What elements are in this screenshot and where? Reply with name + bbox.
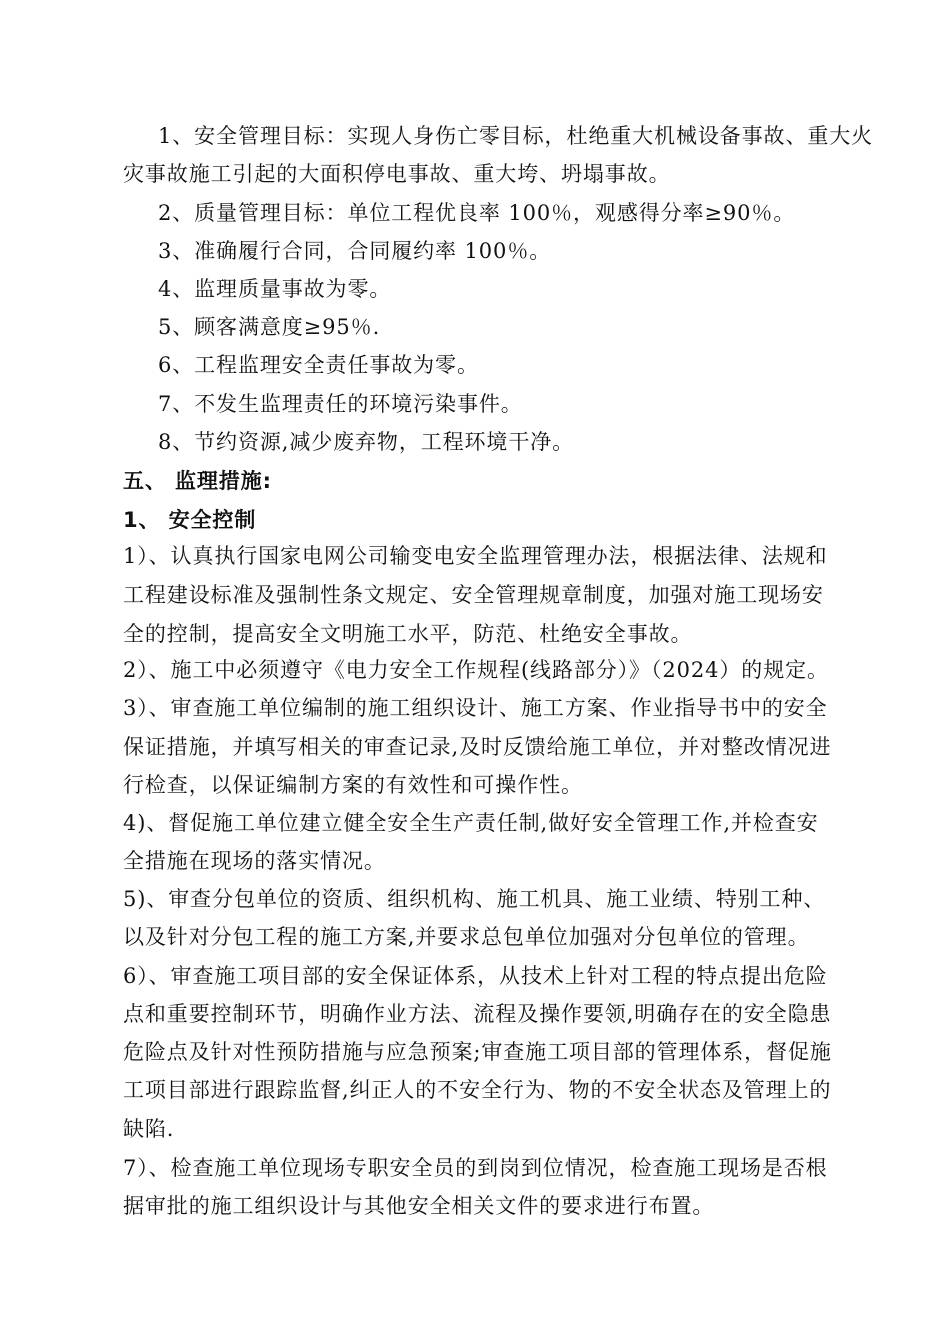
paragraph-line: 7）、检查施工单位现场专职安全员的到岗到位情况，检查施工现场是否根 (123, 1156, 828, 1180)
paragraph-line: 全的控制，提高安全文明施工水平，防范、杜绝安全事故。 (123, 622, 693, 646)
paragraph-line: 危险点及针对性预防措施与应急预案;审查施工项目部的管理体系，督促施 (123, 1040, 832, 1064)
paragraph-line: 3）、审查施工单位编制的施工组织设计、施工方案、作业指导书中的安全 (123, 696, 828, 720)
goal-line: 灾事故施工引起的大面积停电事故、重大垮、坍塌事故。 (123, 162, 671, 186)
goal-line: 4、监理质量事故为零。 (158, 277, 392, 301)
paragraph-line: 工项目部进行跟踪监督,纠正人的不安全行为、物的不安全状态及管理上的 (123, 1078, 832, 1102)
paragraph-line: 2）、施工中必须遵守《电力安全工作规程(线路部分）》（2024）的规定。 (123, 658, 829, 682)
goal-line: 2、质量管理目标：单位工程优良率 100％，观感得分率≥90％。 (158, 201, 796, 225)
goal-line: 3、准确履行合同，合同履约率 100％。 (158, 239, 552, 263)
paragraph-line: 4)、督促施工单位建立健全安全生产责任制,做好安全管理工作,并检查安 (123, 811, 819, 835)
paragraph-line: 点和重要控制环节，明确作业方法、流程及操作要领,明确存在的安全隐患 (123, 1002, 832, 1026)
goal-line: 1、安全管理目标：实现人身伤亡零目标，杜绝重大机械设备事故、重大火 (158, 124, 874, 148)
paragraph-line: 6）、审查施工项目部的安全保证体系，从技术上针对工程的特点提出危险 (123, 964, 828, 988)
goal-line: 5、顾客满意度≥95％. (158, 315, 381, 339)
section-heading: 五、 监理措施: (123, 469, 272, 493)
subsection-heading: 1、 安全控制 (123, 508, 257, 532)
paragraph-line: 据审批的施工组织设计与其他安全相关文件的要求进行布置。 (123, 1194, 715, 1218)
paragraph-line: 工程建设标准及强制性条文规定、安全管理规章制度，加强对施工现场安 (123, 583, 824, 607)
goal-line: 6、工程监理安全责任事故为零。 (158, 353, 479, 377)
paragraph-line: 全措施在现场的落实情况。 (123, 849, 386, 873)
goal-line: 8、节约资源,减少废弃物，工程环境干净。 (158, 430, 575, 454)
paragraph-line: 行检查，以保证编制方案的有效性和可操作性。 (123, 773, 583, 797)
goal-line: 7、不发生监理责任的环境污染事件。 (158, 392, 523, 416)
paragraph-line: 1）、认真执行国家电网公司输变电安全监理管理办法，根据法律、法规和 (123, 544, 828, 568)
paragraph-line: 以及针对分包工程的施工方案,并要求总包单位加强对分包单位的管理。 (123, 925, 810, 949)
paragraph-line: 缺陷. (123, 1117, 175, 1141)
paragraph-line: 保证措施，并填写相关的审查记录,及时反馈给施工单位，并对整改情况进 (123, 735, 832, 759)
paragraph-line: 5)、审查分包单位的资质、组织机构、施工机具、施工业绩、特别工种、 (123, 887, 826, 911)
